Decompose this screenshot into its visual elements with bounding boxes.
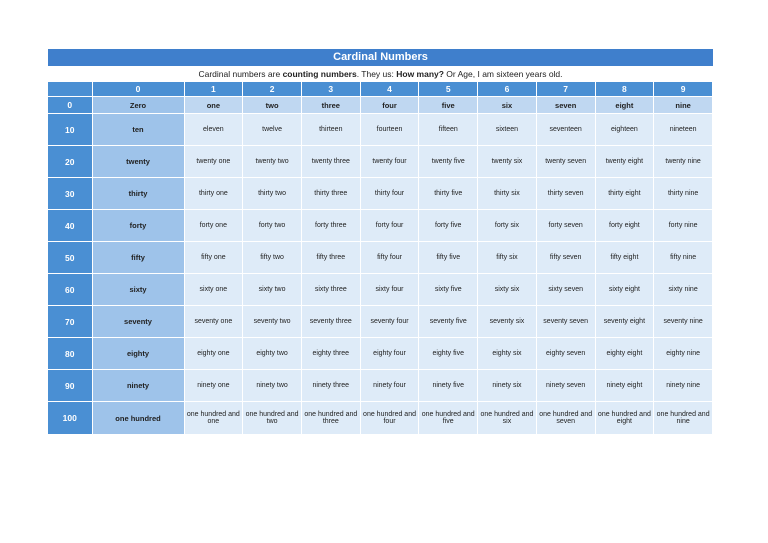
number-cell: one hundred and one [184, 402, 243, 435]
number-cell: forty seven [536, 210, 595, 242]
cardinal-numbers-sheet [48, 49, 713, 435]
table-row [48, 178, 713, 210]
subtitle-text-2: . They us: [356, 69, 397, 79]
number-cell: eighty eight [595, 338, 654, 370]
table-row [48, 146, 713, 178]
subtitle-bold-1: counting numbers [282, 69, 357, 79]
sheet-title: Cardinal Numbers [48, 49, 713, 66]
number-cell: eighty one [184, 338, 243, 370]
tens-word-cell: ninety [92, 370, 184, 402]
number-cell: seventy eight [595, 306, 654, 338]
row-header: 50 [48, 242, 92, 274]
number-cell: nine [654, 97, 713, 114]
number-cell: ninety four [360, 370, 419, 402]
number-cell: fifty eight [595, 242, 654, 274]
tens-word-cell: twenty [92, 146, 184, 178]
number-cell: eleven [184, 114, 243, 146]
number-cell: forty three [301, 210, 360, 242]
number-cell: seventy four [360, 306, 419, 338]
number-cell: thirty eight [595, 178, 654, 210]
number-cell: ninety three [301, 370, 360, 402]
tens-word-cell: forty [92, 210, 184, 242]
number-cell: forty four [360, 210, 419, 242]
column-header: 3 [301, 82, 360, 97]
number-cell: ninety nine [654, 370, 713, 402]
number-cell: one hundred and five [419, 402, 478, 435]
table-row [48, 402, 713, 435]
number-cell: seven [536, 97, 595, 114]
row-header: 0 [48, 97, 92, 114]
row-header: 10 [48, 114, 92, 146]
table-row [48, 306, 713, 338]
number-cell: forty six [478, 210, 537, 242]
number-cell: fifty nine [654, 242, 713, 274]
column-header: 1 [184, 82, 243, 97]
number-cell: twelve [243, 114, 302, 146]
table-row [48, 338, 713, 370]
number-cell: twenty three [301, 146, 360, 178]
number-cell: seventeen [536, 114, 595, 146]
number-cell: three [301, 97, 360, 114]
number-cell: one [184, 97, 243, 114]
number-cell: eighty six [478, 338, 537, 370]
column-header-row [48, 82, 713, 97]
number-cell: sixty nine [654, 274, 713, 306]
number-cell: one hundred and nine [654, 402, 713, 435]
number-cell: thirty six [478, 178, 537, 210]
table-row [48, 370, 713, 402]
number-cell: seventy five [419, 306, 478, 338]
number-cell: sixty five [419, 274, 478, 306]
number-cell: six [478, 97, 537, 114]
tens-word-cell: eighty [92, 338, 184, 370]
number-cell: sixty seven [536, 274, 595, 306]
column-header: 7 [536, 82, 595, 97]
number-cell: fifty one [184, 242, 243, 274]
number-cell: eight [595, 97, 654, 114]
number-cell: twenty seven [536, 146, 595, 178]
number-cell: thirty three [301, 178, 360, 210]
column-header: 4 [360, 82, 419, 97]
subtitle-text-3: Or Age, I am sixteen years old. [443, 69, 563, 79]
number-cell: forty eight [595, 210, 654, 242]
column-header: 9 [654, 82, 713, 97]
number-cell: twenty nine [654, 146, 713, 178]
table-row [48, 97, 713, 114]
number-cell: thirteen [301, 114, 360, 146]
number-cell: twenty eight [595, 146, 654, 178]
number-cell: forty two [243, 210, 302, 242]
number-cell: thirty four [360, 178, 419, 210]
tens-word-cell: fifty [92, 242, 184, 274]
tens-word-cell: ten [92, 114, 184, 146]
number-cell: ninety five [419, 370, 478, 402]
number-cell: seventy six [478, 306, 537, 338]
number-cell: sixty six [478, 274, 537, 306]
number-cell: sixty three [301, 274, 360, 306]
tens-word-cell: Zero [92, 97, 184, 114]
table-row [48, 242, 713, 274]
row-header: 40 [48, 210, 92, 242]
column-header: 6 [478, 82, 537, 97]
number-cell: five [419, 97, 478, 114]
number-cell: sixty eight [595, 274, 654, 306]
row-header: 20 [48, 146, 92, 178]
number-cell: eighty two [243, 338, 302, 370]
number-cell: forty nine [654, 210, 713, 242]
number-cell: one hundred and four [360, 402, 419, 435]
table-row [48, 210, 713, 242]
number-cell: sixteen [478, 114, 537, 146]
number-cell: one hundred and eight [595, 402, 654, 435]
column-header: 0 [92, 82, 184, 97]
number-cell: one hundred and six [478, 402, 537, 435]
number-cell: ninety six [478, 370, 537, 402]
number-cell: twenty six [478, 146, 537, 178]
number-cell: forty one [184, 210, 243, 242]
subtitle-bold-2: How many? [396, 69, 444, 79]
number-cell: eighty four [360, 338, 419, 370]
number-cell: one hundred and three [301, 402, 360, 435]
number-cell: fifty three [301, 242, 360, 274]
subtitle-text-1: Cardinal numbers are [198, 69, 283, 79]
number-cell: fifty seven [536, 242, 595, 274]
number-cell: one hundred and two [243, 402, 302, 435]
number-cell: fifteen [419, 114, 478, 146]
number-cell: twenty one [184, 146, 243, 178]
number-cell: twenty two [243, 146, 302, 178]
number-cell: seventy seven [536, 306, 595, 338]
numbers-table [48, 82, 713, 435]
number-cell: twenty five [419, 146, 478, 178]
row-header: 100 [48, 402, 92, 435]
number-cell: eighty nine [654, 338, 713, 370]
number-cell: seventy one [184, 306, 243, 338]
tens-word-cell: thirty [92, 178, 184, 210]
number-cell: seventy two [243, 306, 302, 338]
number-cell: twenty four [360, 146, 419, 178]
number-cell: one hundred and seven [536, 402, 595, 435]
number-cell: forty five [419, 210, 478, 242]
number-cell: eighty five [419, 338, 478, 370]
number-cell: eighteen [595, 114, 654, 146]
number-cell: eighty three [301, 338, 360, 370]
number-cell: fifty five [419, 242, 478, 274]
tens-word-cell: seventy [92, 306, 184, 338]
number-cell: seventy three [301, 306, 360, 338]
number-cell: thirty one [184, 178, 243, 210]
number-cell: ninety one [184, 370, 243, 402]
number-cell: fifty four [360, 242, 419, 274]
number-cell: sixty four [360, 274, 419, 306]
sheet-subtitle [48, 66, 713, 82]
row-header: 90 [48, 370, 92, 402]
number-cell: thirty five [419, 178, 478, 210]
tens-word-cell: one hundred [92, 402, 184, 435]
number-cell: thirty two [243, 178, 302, 210]
number-cell: thirty seven [536, 178, 595, 210]
number-cell: sixty two [243, 274, 302, 306]
table-row [48, 114, 713, 146]
number-cell: fourteen [360, 114, 419, 146]
number-cell: fifty six [478, 242, 537, 274]
number-cell: fifty two [243, 242, 302, 274]
column-header: 2 [243, 82, 302, 97]
number-cell: four [360, 97, 419, 114]
row-header: 70 [48, 306, 92, 338]
column-header: 8 [595, 82, 654, 97]
row-header: 60 [48, 274, 92, 306]
number-cell: ninety two [243, 370, 302, 402]
table-row [48, 274, 713, 306]
row-header: 30 [48, 178, 92, 210]
number-cell: thirty nine [654, 178, 713, 210]
column-header: 5 [419, 82, 478, 97]
number-cell: nineteen [654, 114, 713, 146]
number-cell: sixty one [184, 274, 243, 306]
column-header [48, 82, 92, 97]
row-header: 80 [48, 338, 92, 370]
tens-word-cell: sixty [92, 274, 184, 306]
number-cell: eighty seven [536, 338, 595, 370]
number-cell: ninety seven [536, 370, 595, 402]
number-cell: ninety eight [595, 370, 654, 402]
number-cell: two [243, 97, 302, 114]
number-cell: seventy nine [654, 306, 713, 338]
